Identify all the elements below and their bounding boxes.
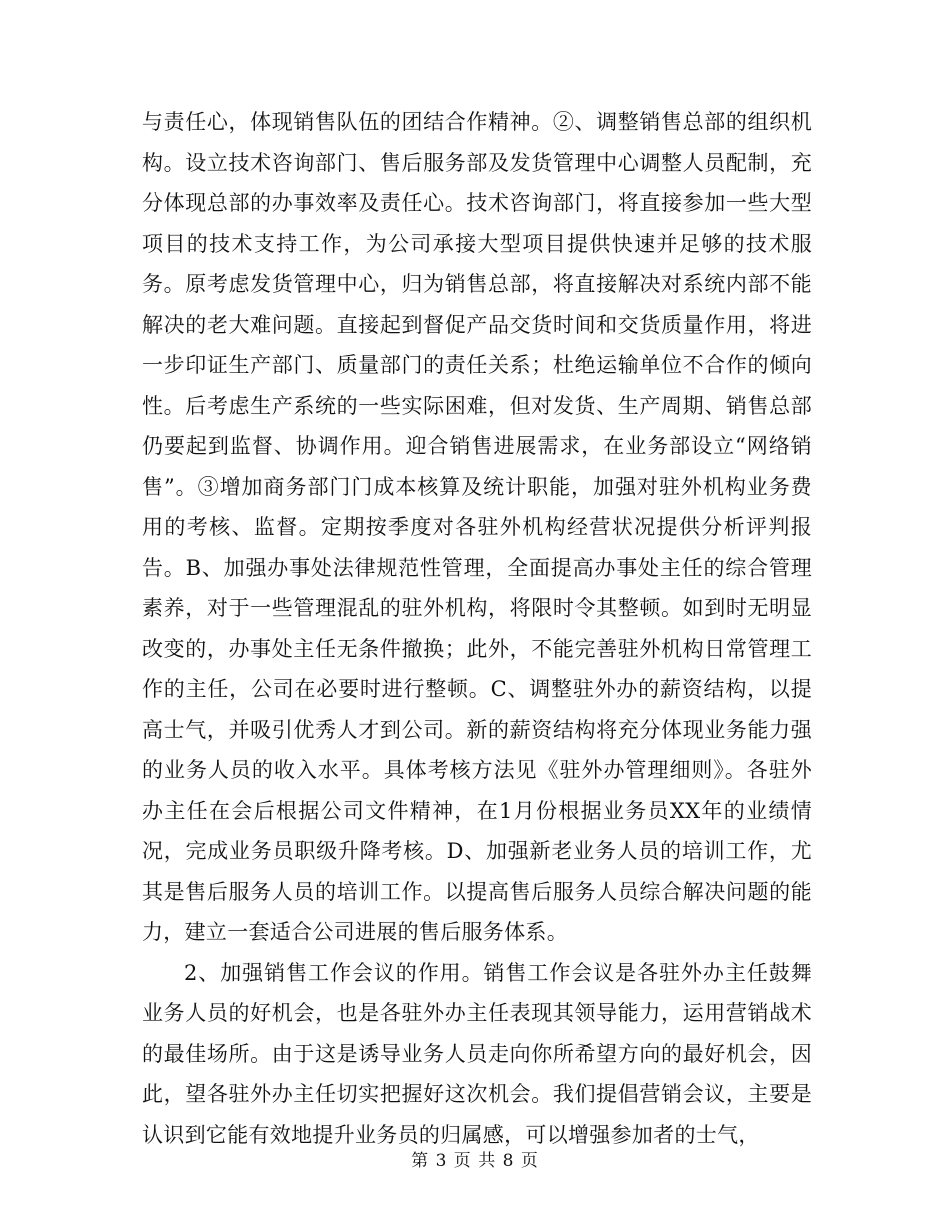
paragraph-sales-meeting: 2、加强销售工作会议的作用。销售工作会议是各驻外办主任鼓舞业务人员的好机会，也是各驻外办主任表现其领导能力，运用营销战术的最佳场所。由于这是诱导业务人员走向你所希望方向的最好机会，因此，望各驻外办主任切实把握好这次机会。我们提倡营销会议，主要是认识到它能有效地提升业务员的归属感，可以增强参加者的士气， [142,960,812,1147]
page-number-footer: 第 3 页 共 8 页 [411,1151,539,1171]
paragraph-continuation: 与责任心，体现销售队伍的团结合作精神。②、调整销售总部的组织机构。设立技术咨询部门、售后服务部及发货管理中心调整人员配制，充分体现总部的办事效率及责任心。技术咨询部门，将直接参加一些大型项目的技术支持工作，为公司承接大型项目提供快速并足够的技术服务。原考虑发货管理中心，归为销售总部，将直接解决对系统内部不能解决的老大难问题。直接起到督促产品交货时间和交货质量作用，将进一步印证生产部门、质量部门的责任关系；杜绝运输单位不合作的倾向性。后考虑生产系统的一些实际困难，但对发货、生产周期、销售总部仍要起到监督、协调作用。迎合销售进展需求，在业务部设立“网络销售”。③增加商务部门门成本核算及统计职能，加强对驻外机构业务费用的考核、监督。定期按季度对各驻外机构经营状况提供分析评判报告。B、加强办事处法律规范性管理，全面提高办事处主任的综合管理素养，对于一些管理混乱的驻外机构，将限时令其整顿。如到时无明显改变的，办事处主任无条件撤换；此外，不能完善驻外机构日常管理工作的主任，公司在必要时进行整顿。C、调整驻外办的薪资结构，以提高士气，并吸引优秀人才到公司。新的薪资结构将充分体现业务能力强的业务人员的收入水平。具体考核方法见《驻外办管理细则》。各驻外办主任在会后根据公司文件精神，在1月份根据业务员XX年的业绩情况，完成业务员职级升降考核。D、加强新老业务人员的培训工作，尤其是售后服务人员的培训工作。以提高售后服务人员综合解决问题的能力，建立一套适合公司进展的售后服务体系。 [142,110,812,944]
body-text [142,102,812,1155]
